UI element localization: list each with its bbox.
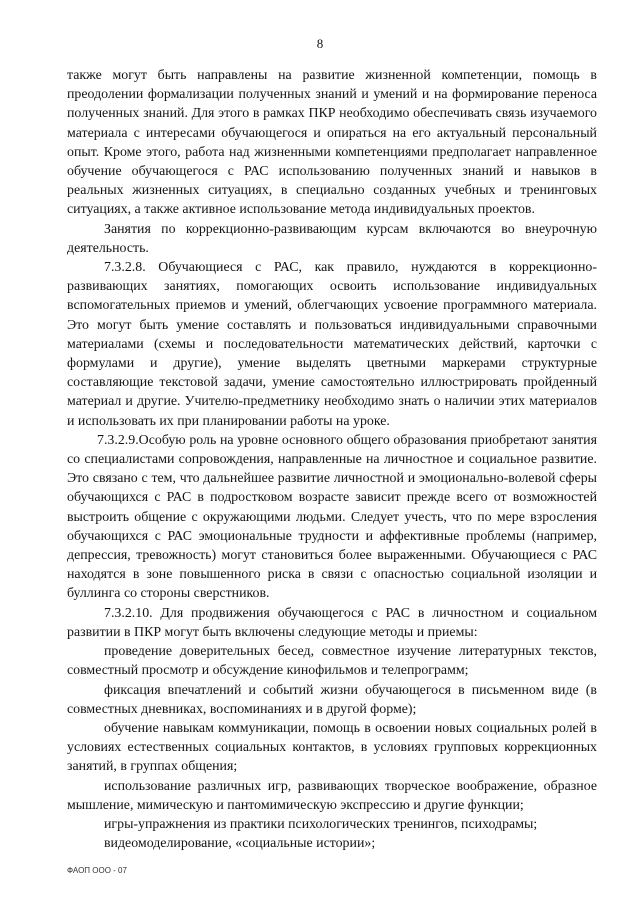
body-text — [67, 66, 597, 853]
list-item: проведение доверительных бесед, совместное изучение литературных текстов, совместный просмотр и обсуждение кинофильмов и телепрограмм; — [67, 644, 597, 679]
list-item: фиксация впечатлений и событий жизни обучающегося в письменном виде (в совместных дневниках, воспоминаниях и в другой форме); — [67, 682, 597, 717]
paragraph: 7.3.2.9.Особую роль на уровне основного общего образования приобретают занятия со специалистами сопровождения, направленные на личностное и социальное развитие. Это связано с тем, что дальнейшее развитие личностной и эмоционально-волевой сферы обучающихся с РАС в подростковом возрасте зависит прежде всего от возможностей выстроить общение с окружающими людьми. Следует учесть, что по мере взросления обучающихся с РАС эмоциональные трудности и аффективные проблемы (например, депрессия, тревожность) могут становиться более выраженными. Обучающиеся с РАС находятся в зоне повышенного риска в связи с опасностью социальной изоляции и буллинга со стороны сверстников. — [67, 432, 597, 602]
footer-label: ФАОП ООО - 07 — [67, 866, 127, 875]
list-item: использование различных игр, развивающих творческое воображение, образное мышление, мимическую и пантомимическую экспрессию и другие функции; — [67, 778, 597, 813]
paragraph: 7.3.2.10. Для продвижения обучающегося с РАС в личностном и социальном развитии в ПКР могут быть включены следующие методы и приемы: — [67, 605, 597, 640]
list-item: видеомоделирование, «социальные истории»; — [104, 836, 376, 852]
paragraph: Занятия по коррекционно-развивающим курсам включаются во внеурочную деятельность. — [67, 221, 597, 256]
paragraph: также могут быть направлены на развитие жизненной компетенции, помощь в преодолении формализации полученных знаний и умений и на формирование переноса полученных знаний. Для этого в рамках ПКР необходимо обеспечивать связь изучаемого материала с интересами обучающегося и опираться на его актуальный персональный опыт. Кроме этого, работа над жизненными компетенциями предполагает направленное обучение обучающегося с РАС использованию полученных знаний и навыков в реальных жизненных ситуациях, в специально созданных учебных и тренинговых ситуациях, а также активное использование метода индивидуальных проектов. — [67, 68, 597, 218]
page-number: 8 — [316, 36, 324, 51]
paragraph: 7.3.2.8. Обучающиеся с РАС, как правило, нуждаются в коррекционно-развивающих занятиях, помогающих освоить использование индивидуальных вспомогательных приемов и умений, облегчающих усвоение программного материала. Это могут быть умение составлять и пользоваться индивидуальными справочными материалами (схемы и последовательности математических действий, карточки с формулами и другие), умение выделять цветными маркерами структурные составляющие текстовой задачи, умение самостоятельно иллюстрировать пройденный материал и другие. Учителю-предметнику необходимо знать о наличии этих материалов и использовать их при планировании работы на уроке. — [67, 260, 597, 429]
list-item: обучение навыкам коммуникации, помощь в освоении новых социальных ролей в условиях естественных социальных контактов, в условиях групповых коррекционных занятий, в группах общения; — [67, 720, 597, 775]
list-item: игры-упражнения из практики психологических тренингов, психодрамы; — [104, 816, 538, 832]
